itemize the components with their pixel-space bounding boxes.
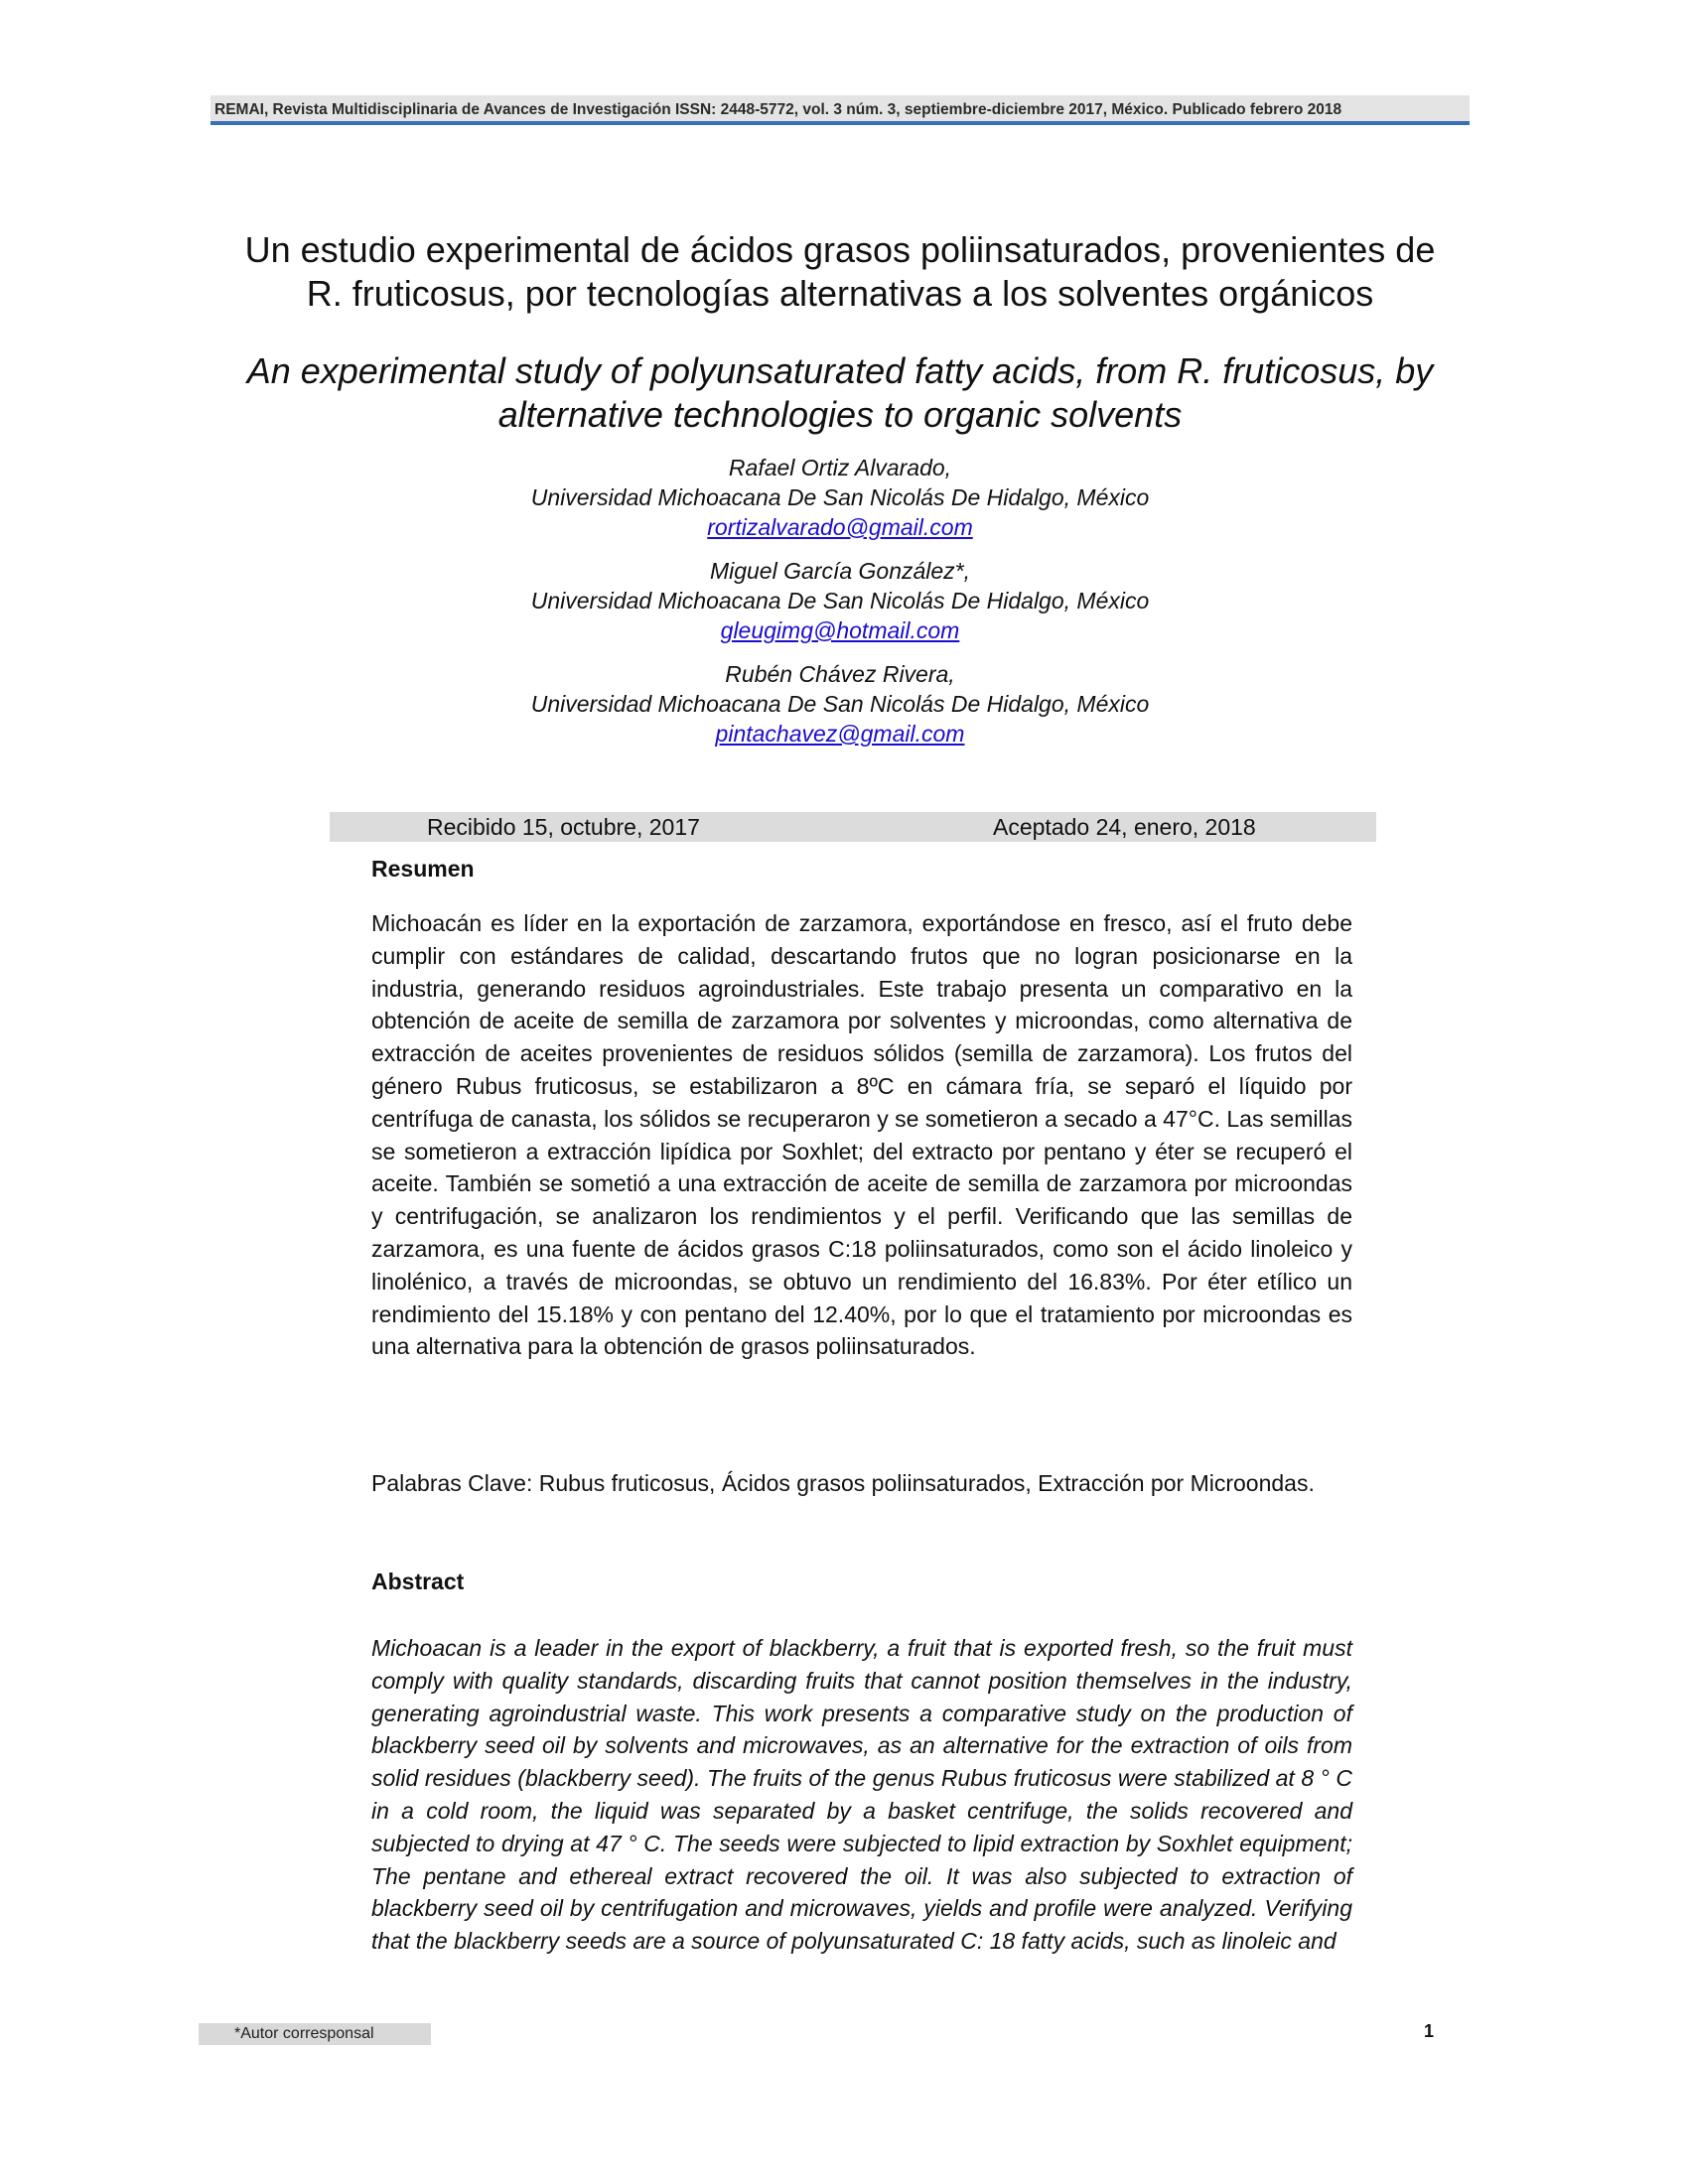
keywords-text: Palabras Clave: Rubus fruticosus, Ácidos grasos poliinsaturados, Extracción por Microondas.	[371, 1470, 1315, 1496]
corresponding-author-footnote: *Autor corresponsal	[199, 2023, 431, 2045]
dates-bar	[330, 812, 1376, 842]
author-affiliation: Universidad Michoacana De San Nicolás De Hidalgo, México	[530, 588, 1150, 614]
title-es-line2: R. fruticosus, por tecnologías alternativas a los solventes orgánicos	[306, 273, 1374, 314]
author-name: Rafael Ortiz Alvarado,	[728, 455, 952, 480]
author-block	[211, 453, 1470, 542]
author-list	[211, 453, 1470, 762]
received-date: Recibido 15, octubre, 2017	[427, 814, 700, 840]
author-affiliation: Universidad Michoacana De San Nicolás De Hidalgo, México	[530, 484, 1150, 510]
author-block	[211, 659, 1470, 749]
journal-header	[211, 95, 1470, 125]
author-email-link[interactable]: rortizalvarado@gmail.com	[707, 514, 973, 540]
title-spanish	[211, 228, 1470, 316]
author-email-link[interactable]: gleugimg@hotmail.com	[720, 617, 960, 643]
title-en-line1: An experimental study of polyunsaturated fatty acids, from R. fruticosus, by	[246, 350, 1434, 391]
abstract-heading: Abstract	[371, 1569, 465, 1594]
author-name: Rubén Chávez Rivera,	[725, 661, 955, 687]
abstract-text: Michoacan is a leader in the export of blackberry, a fruit that is exported fresh, so the fruit must comply with quality standards, discarding fruits that cannot position themselves in the industry, generating agroindustrial waste. This work presents a comparative study on the production of blackberry seed oil by solvents and microwaves, as an alternative for the extraction of oils from solid residues (blackberry seed). The fruits of the genus Rubus fruticosus were stabilized at 8 ° C in a cold room, the liquid was separated by a basket centrifuge, the solids recovered and subjected to drying at 47 ° C. The seeds were subjected to lipid extraction by Soxhlet equipment; The pentane and ethereal extract recovered the oil. It was also subjected to extraction of blackberry seed oil by centrifugation and microwaves, yields and profile were analyzed. Verifying that the blackberry seeds are a source of polyunsaturated C: 18 fatty acids, such as linoleic and	[371, 1635, 1352, 1955]
journal-line: REMAI, Revista Multidisciplinaria de Avances de Investigación ISSN: 2448-5772, vol. 3 núm. 3, septiembre-diciembre 2017, México.	[214, 101, 1169, 118]
published-date: Publicado febrero 2018	[1172, 101, 1342, 118]
title-english	[211, 349, 1470, 437]
resumen-heading: Resumen	[371, 856, 475, 882]
resumen-text: Michoacán es líder en la exportación de zarzamora, exportándose en fresco, así el fruto debe cumplir con estándares de calidad, descartando frutos que no logran posicionarse en la industria, generando residuos agroindustriales. Este trabajo presenta un comparativo en la obtención de aceite de semilla de zarzamora por solventes y microondas, como alternativa de extracción de aceites provenientes de residuos sólidos (semilla de zarzamora). Los frutos del género Rubus fruticosus, se estabilizaron a 8ºC en cámara fría, se separó el líquido por centrífuga de canasta, los sólidos se recuperaron y se sometieron a secado a 47°C. Las semillas se sometieron a extracción lipídica por Soxhlet; del extracto por pentano y éter se recuperó el aceite. También se sometió a una extracción de aceite de semilla de zarzamora por microondas y centrifugación, se analizaron los rendimientos y el perfil. Verificando que las semillas de zarzamora, es una fuente de ácidos grasos C:18 poliinsaturados, como son el ácido linoleico y linolénico, a través de microondas, se obtuvo un rendimiento del 16.83%. Por éter etílico un rendimiento del 15.18% y con pentano del 12.40%, por lo que el tratamiento por microondas es una alternativa para la obtención de grasos poliinsaturados.	[371, 910, 1352, 1360]
title-en-line2: alternative technologies to organic solvents	[497, 394, 1183, 435]
author-block	[211, 556, 1470, 645]
author-name: Miguel García González*,	[709, 558, 971, 584]
author-affiliation: Universidad Michoacana De San Nicolás De Hidalgo, México	[530, 691, 1150, 717]
author-email-link[interactable]: pintachavez@gmail.com	[715, 721, 965, 747]
page-number: 1	[1424, 2021, 1435, 2041]
title-es-line1: Un estudio experimental de ácidos grasos poliinsaturados, provenientes de	[244, 229, 1436, 270]
accepted-date: Aceptado 24, enero, 2018	[993, 814, 1256, 840]
